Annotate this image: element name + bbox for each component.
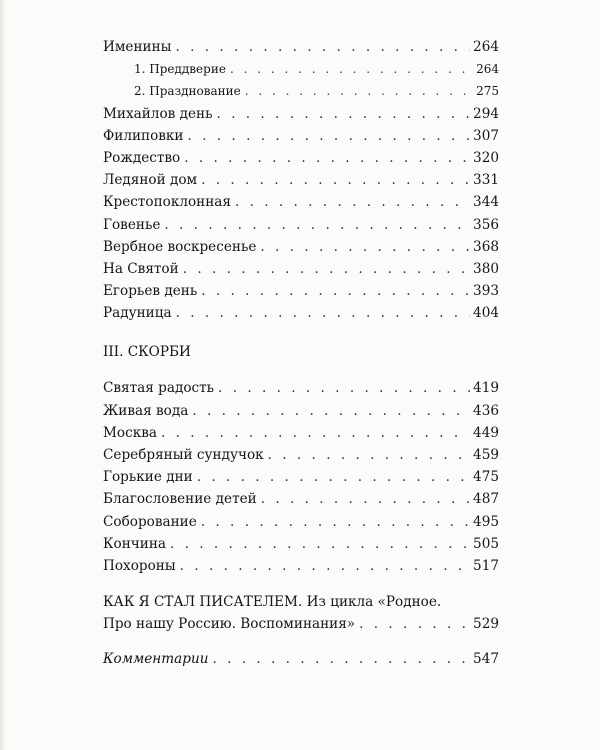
dot-leader bbox=[180, 555, 470, 577]
toc-page-number: 517 bbox=[473, 557, 499, 574]
toc-entry[interactable] bbox=[103, 400, 499, 422]
dot-leader bbox=[183, 258, 470, 280]
toc-entry[interactable] bbox=[103, 444, 499, 466]
dot-leader bbox=[192, 400, 470, 422]
dot-leader bbox=[184, 147, 470, 169]
toc-page-number: 368 bbox=[473, 238, 499, 255]
toc-entry-title: Кончина bbox=[103, 535, 166, 552]
toc-group-holidays bbox=[103, 36, 499, 324]
dot-leader bbox=[245, 80, 473, 102]
toc-entry-title: 2. Празднование bbox=[134, 84, 241, 99]
dot-leader bbox=[261, 488, 470, 510]
page-edge-shadow bbox=[0, 0, 6, 750]
toc-page-number: 487 bbox=[473, 491, 499, 508]
dot-leader bbox=[201, 280, 470, 302]
toc-page-number: 275 bbox=[476, 84, 499, 99]
toc-entry-essay[interactable] bbox=[103, 591, 499, 635]
toc-page-number: 475 bbox=[473, 469, 499, 486]
toc-entry[interactable] bbox=[103, 36, 499, 58]
toc-entry-title: Серебряный сундучок bbox=[103, 447, 264, 463]
toc-entry-title: Горькие дни bbox=[103, 469, 193, 486]
dot-leader bbox=[359, 613, 470, 635]
toc-page-number: 459 bbox=[473, 447, 499, 463]
toc-entry[interactable] bbox=[103, 258, 499, 280]
dot-leader bbox=[201, 169, 470, 191]
dot-leader bbox=[268, 444, 470, 466]
toc-entry-title: Соборование bbox=[103, 513, 197, 530]
dot-leader bbox=[197, 466, 470, 488]
toc-entry-title: Святая радость bbox=[103, 380, 215, 397]
dot-leader bbox=[201, 511, 470, 533]
table-of-contents bbox=[103, 36, 499, 670]
toc-entry-title: Ледяной дом bbox=[103, 172, 198, 189]
toc-page-number: 495 bbox=[473, 513, 499, 530]
toc-entry[interactable] bbox=[103, 555, 499, 577]
toc-entry[interactable] bbox=[103, 511, 499, 533]
section-heading-skorbi: III. СКОРБИ bbox=[103, 344, 191, 361]
toc-entry[interactable] bbox=[103, 466, 499, 488]
toc-page-number: 294 bbox=[473, 105, 499, 122]
toc-page-number: 436 bbox=[473, 402, 499, 419]
toc-entry-title: Егорьев день bbox=[103, 283, 198, 300]
dot-leader bbox=[235, 191, 470, 213]
toc-entry[interactable] bbox=[103, 422, 499, 444]
dot-leader bbox=[175, 36, 470, 58]
toc-entry[interactable] bbox=[103, 103, 499, 125]
toc-page-number: 264 bbox=[476, 62, 499, 77]
toc-page-number: 529 bbox=[473, 616, 499, 633]
toc-entry-title: Филиповки bbox=[103, 127, 184, 144]
toc-entry-title: Радуница bbox=[103, 305, 172, 322]
toc-entry-title: Похороны bbox=[103, 557, 176, 574]
toc-entry-title: Рождество bbox=[103, 149, 181, 166]
toc-page-number: 505 bbox=[473, 535, 499, 552]
toc-entry[interactable] bbox=[103, 280, 499, 302]
spacer bbox=[103, 577, 499, 591]
toc-entry[interactable] bbox=[103, 488, 499, 510]
toc-page-number: 449 bbox=[473, 424, 499, 441]
toc-entry[interactable] bbox=[103, 533, 499, 555]
toc-entry[interactable] bbox=[103, 377, 499, 399]
toc-entry-title: Именины bbox=[103, 39, 172, 55]
dot-leader bbox=[176, 302, 470, 324]
dot-leader bbox=[188, 125, 471, 147]
dot-leader bbox=[218, 377, 470, 399]
toc-group-skorbi bbox=[103, 377, 499, 577]
toc-page-number: 264 bbox=[473, 39, 499, 55]
toc-entry-title: Про нашу Россию. Воспоминания» bbox=[103, 616, 356, 633]
toc-entry-title: Москва bbox=[103, 424, 157, 441]
dot-leader bbox=[230, 58, 473, 80]
toc-page-number: 331 bbox=[473, 172, 499, 189]
toc-page-number: 404 bbox=[473, 305, 499, 322]
toc-entry[interactable] bbox=[103, 214, 499, 236]
toc-entry-title: 1. Преддверие bbox=[134, 62, 226, 77]
toc-entry-title: Живая вода bbox=[103, 402, 189, 419]
toc-page-number: 380 bbox=[473, 260, 499, 277]
toc-page-number: 307 bbox=[473, 127, 499, 144]
dot-leader bbox=[260, 236, 470, 258]
toc-entry[interactable] bbox=[103, 147, 499, 169]
toc-entry-title: Михайлов день bbox=[103, 105, 213, 122]
dot-leader bbox=[216, 103, 470, 125]
toc-entry[interactable] bbox=[103, 169, 499, 191]
toc-page-number: 419 bbox=[473, 380, 499, 397]
toc-entry-title: Вербное воскресенье bbox=[103, 238, 257, 255]
toc-entry[interactable] bbox=[103, 236, 499, 258]
toc-entry[interactable] bbox=[103, 302, 499, 324]
toc-page-number: 344 bbox=[473, 194, 499, 211]
toc-entry[interactable] bbox=[103, 125, 499, 147]
toc-entry-title: КАК Я СТАЛ ПИСАТЕЛЕМ. Из цикла «Родное. bbox=[103, 594, 442, 611]
dot-leader bbox=[212, 648, 470, 670]
toc-page-number: 320 bbox=[473, 149, 499, 166]
toc-entry-title: Благословение детей bbox=[103, 491, 257, 508]
toc-entry-title: На Святой bbox=[103, 260, 179, 277]
toc-entry[interactable] bbox=[103, 191, 499, 213]
dot-leader bbox=[170, 533, 470, 555]
toc-entry-title: Комментарии bbox=[103, 650, 209, 667]
toc-page-number: 547 bbox=[473, 650, 499, 667]
toc-entry[interactable] bbox=[103, 80, 499, 102]
toc-entry-comments[interactable] bbox=[103, 648, 499, 670]
toc-page-number: 393 bbox=[473, 283, 499, 300]
toc-entry[interactable] bbox=[103, 58, 499, 80]
dot-leader bbox=[161, 422, 470, 444]
spacer bbox=[103, 636, 499, 648]
toc-entry-title: Говенье bbox=[103, 216, 161, 233]
toc-entry-title: Крестопоклонная bbox=[103, 194, 231, 211]
toc-page-number: 356 bbox=[473, 216, 499, 233]
dot-leader bbox=[164, 214, 470, 236]
